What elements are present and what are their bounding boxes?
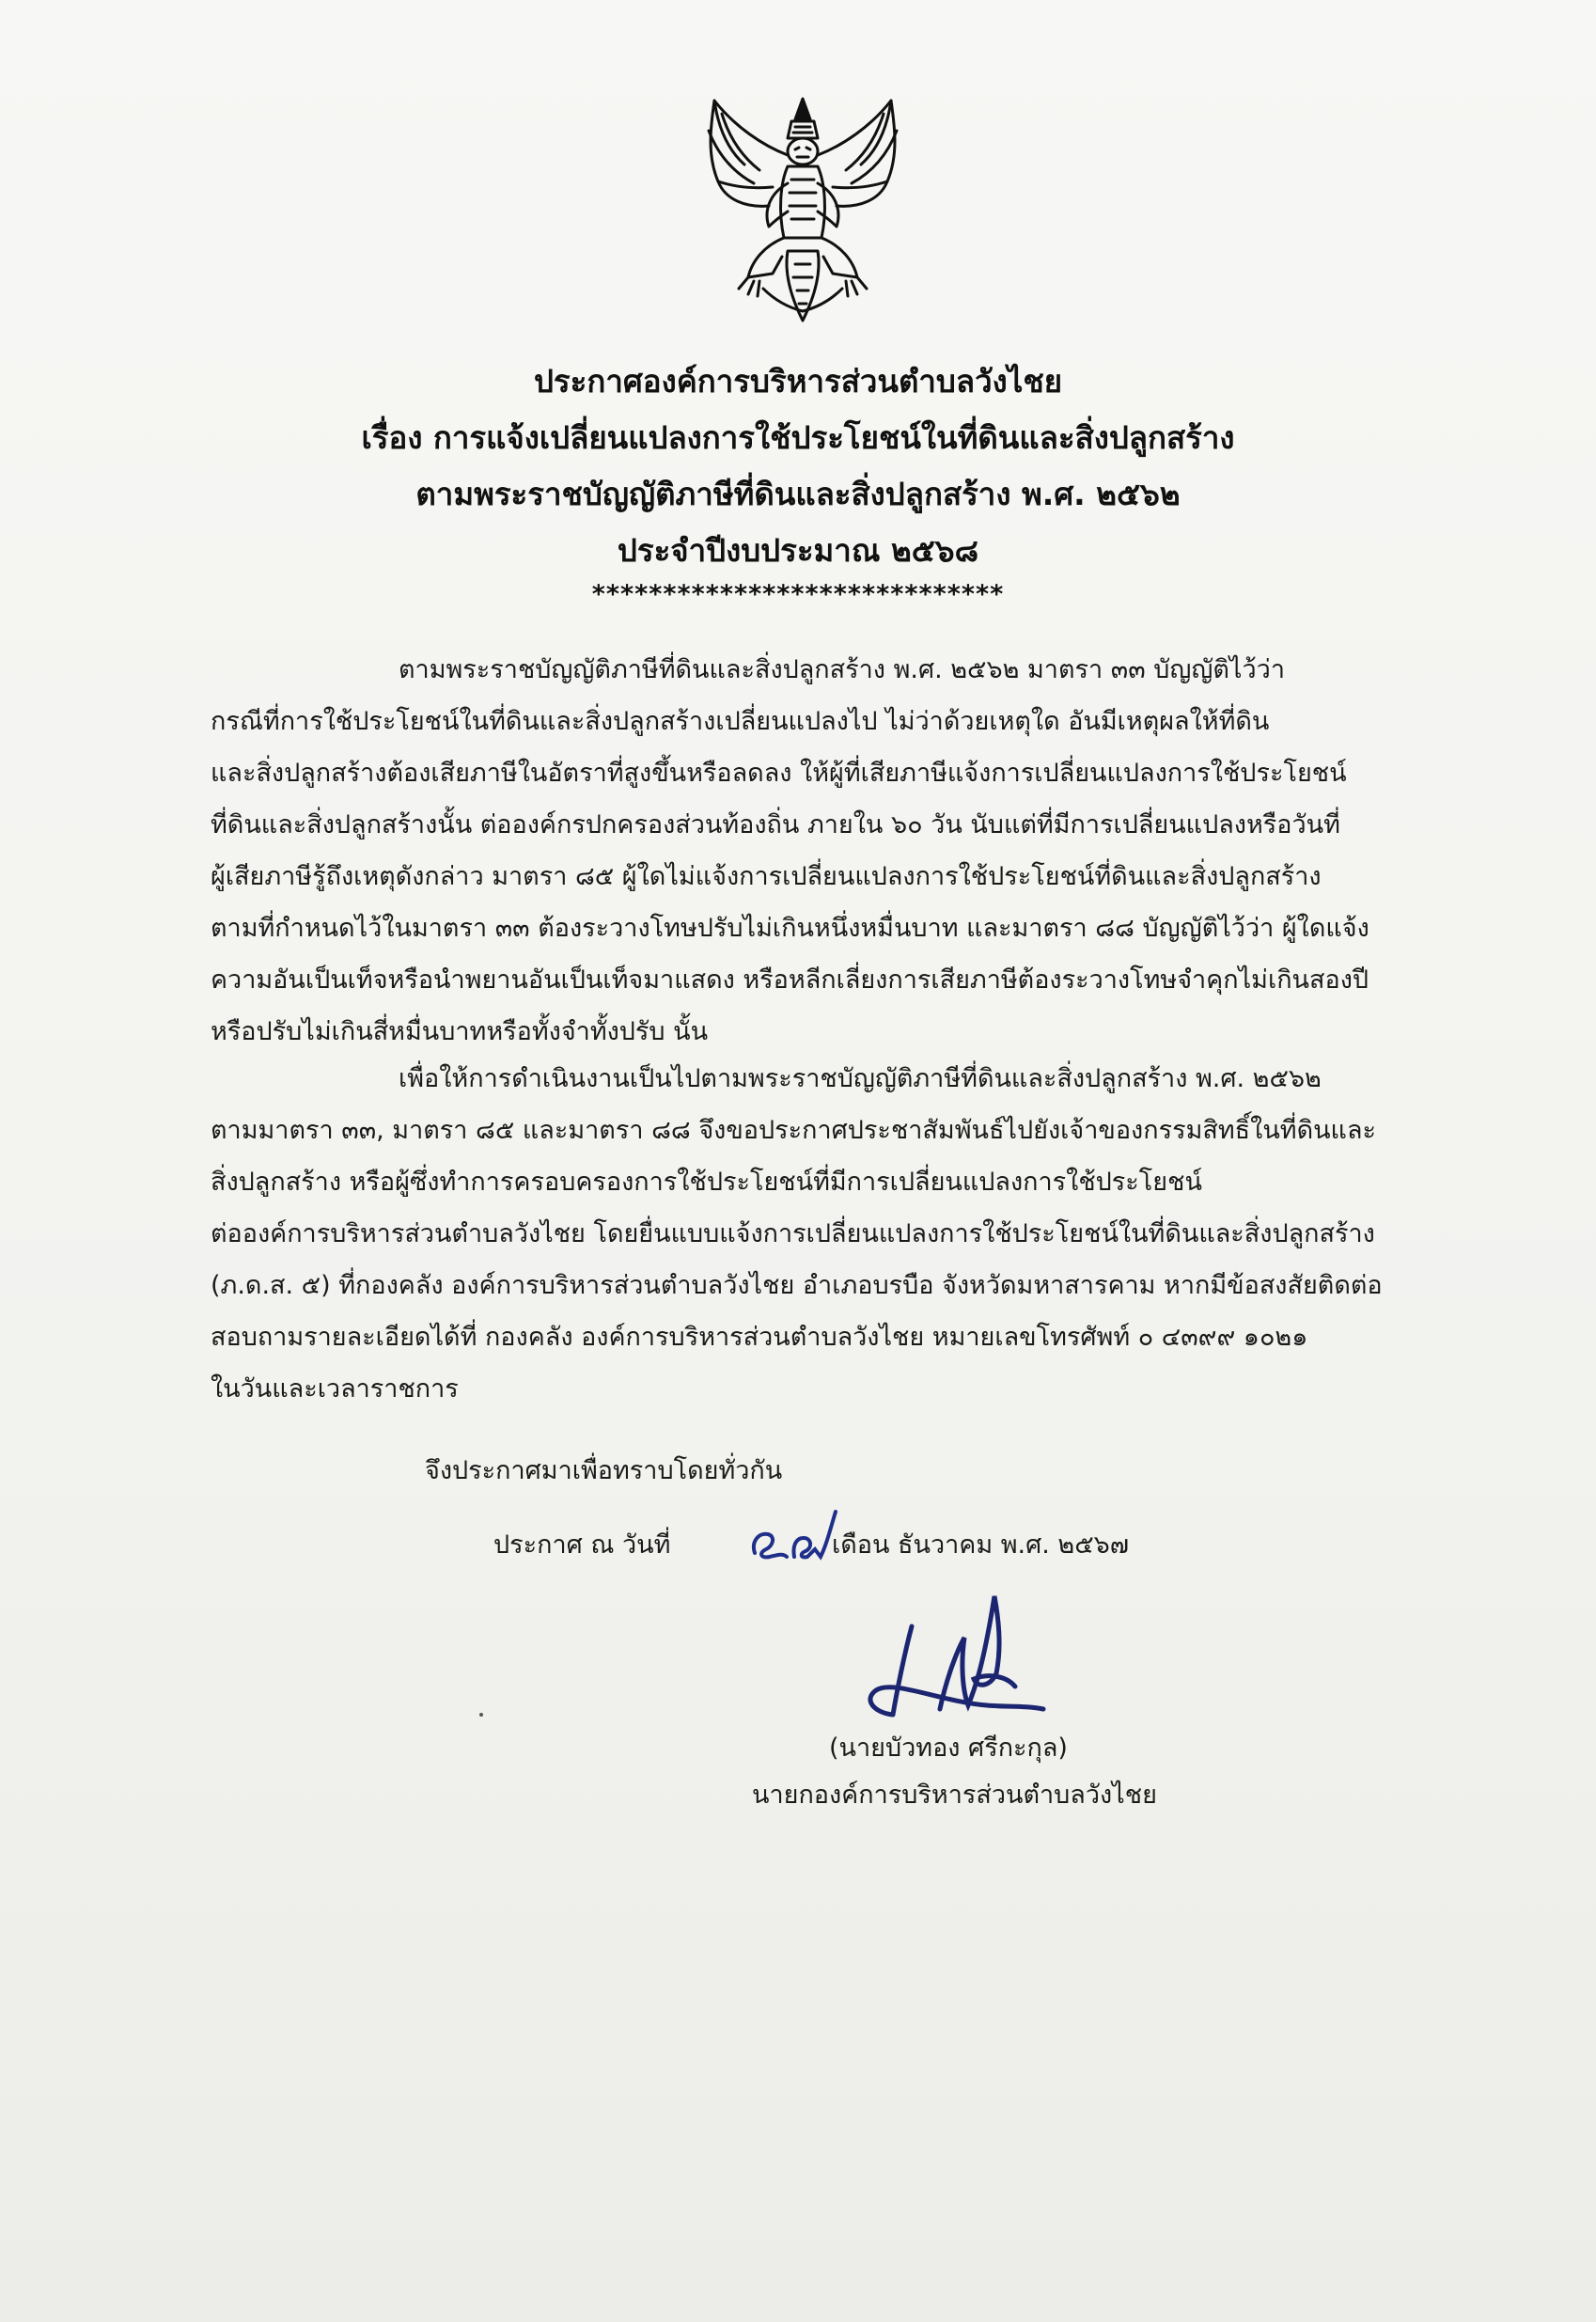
title-line-3: ตามพระราชบัญญัติภาษีที่ดินและสิ่งปลูกสร้าง พ.ศ. ๒๕๖๒ xyxy=(415,476,1181,512)
paragraph-line: ตามที่กำหนดไว้ในมาตรา ๓๓ ต้องระวางโทษปรับไม่เกินหนึ่งหมื่นบาท และมาตรา ๘๘ บัญญัติไว้ว่า ผู้ใดแจ้ง xyxy=(211,914,1369,943)
paragraph-line: และสิ่งปลูกสร้างต้องเสียภาษีในอัตราที่สูงขึ้นหรือลดลง ให้ผู้ที่เสียภาษีแจ้งการเปลี่ยนแปลงการใช้ประโยชน์ xyxy=(211,759,1347,788)
paper-speck xyxy=(479,1713,483,1717)
paragraph-line: สอบถามรายละเอียดได้ที่ กองคลัง องค์การบริหารส่วนตำบลวังไชย หมายเลขโทรศัพท์ ๐ ๔๓๙๙ ๑๐๒๑ xyxy=(211,1323,1308,1352)
signer-name: (นายบัวทอง ศรีกะกุล) xyxy=(829,1734,1068,1763)
paragraph-line: ผู้เสียภาษีรู้ถึงเหตุดังกล่าว มาตรา ๘๕ ผู้ใดไม่แจ้งการเปลี่ยนแปลงการใช้ประโยชน์ที่ดินและสิ่งปลูกสร้าง xyxy=(211,862,1322,891)
paragraph-line: ตามพระราชบัญญัติภาษีที่ดินและสิ่งปลูกสร้าง พ.ศ. ๒๕๖๒ มาตรา ๓๓ บัญญัติไว้ว่า xyxy=(399,655,1285,684)
paragraph-line: ที่ดินและสิ่งปลูกสร้างนั้น ต่อองค์กรปกครองส่วนท้องถิ่น ภายใน ๖๐ วัน นับแต่ที่มีการเปลี่ยนแปลงหรือวันที่ xyxy=(211,810,1340,839)
paragraph-2 xyxy=(211,1053,1481,1415)
closing-statement: จึงประกาศมาเพื่อทราบโดยทั่วกัน xyxy=(425,1456,783,1485)
announcement-title xyxy=(0,353,1596,611)
signature-mark xyxy=(855,1589,1072,1730)
garuda-emblem-icon xyxy=(697,89,909,334)
title-line-2: เรื่อง การแจ้งเปลี่ยนแปลงการใช้ประโยชน์ในที่ดินและสิ่งปลูกสร้าง xyxy=(361,419,1235,456)
handwritten-day xyxy=(745,1504,839,1570)
announcement-date xyxy=(493,1519,1130,1571)
paragraph-line: สิ่งปลูกสร้าง หรือผู้ซึ่งทำการครอบครองการใช้ประโยชน์ที่มีการเปลี่ยนแปลงการใช้ประโยชน์ xyxy=(211,1168,1202,1197)
signer-title: นายกองค์การบริหารส่วนตำบลวังไชย xyxy=(752,1781,1157,1810)
paragraph-line: ตามมาตรา ๓๓, มาตรา ๘๕ และมาตรา ๘๘ จึงขอประกาศประชาสัมพันธ์ไปยังเจ้าของกรรมสิทธิ์ในที่ดินและ xyxy=(211,1116,1377,1145)
paragraph-line: ความอันเป็นเท็จหรือนำพยานอันเป็นเท็จมาแสดง หรือหลีกเลี่ยงการเสียภาษีต้องระวางโทษจำคุกไม่เกินสองปี xyxy=(211,965,1369,995)
paragraph-line: (ภ.ด.ส. ๕) ที่กองคลัง องค์การบริหารส่วนตำบลวังไชย อำเภอบรบือ จังหวัดมหาสารคาม หากมีข้อสงสัยติดต่อ xyxy=(211,1271,1383,1300)
date-suffix: เดือน ธันวาคม พ.ศ. ๒๕๖๗ xyxy=(832,1530,1130,1560)
paragraph-line: ต่อองค์การบริหารส่วนตำบลวังไชย โดยยื่นแบบแจ้งการเปลี่ยนแปลงการใช้ประโยชน์ในที่ดินและสิ่งปลูกสร้าง xyxy=(211,1219,1375,1248)
paragraph-1 xyxy=(211,644,1481,1058)
paragraph-line: กรณีที่การใช้ประโยชน์ในที่ดินและสิ่งปลูกสร้างเปลี่ยนแปลงไป ไม่ว่าด้วยเหตุใด อันมีเหตุผลให้ที่ดิน xyxy=(211,707,1270,736)
paragraph-line: หรือปรับไม่เกินสี่หมื่นบาทหรือทั้งจำทั้งปรับ นั้น xyxy=(211,1017,709,1046)
paragraph-line: ในวันและเวลาราชการ xyxy=(211,1374,459,1404)
paragraph-line: เพื่อให้การดำเนินงานเป็นไปตามพระราชบัญญัติภาษีที่ดินและสิ่งปลูกสร้าง พ.ศ. ๒๕๖๒ xyxy=(399,1064,1322,1093)
title-line-1: ประกาศองค์การบริหารส่วนตำบลวังไชย xyxy=(533,363,1063,400)
date-prefix: ประกาศ ณ วันที่ xyxy=(493,1530,671,1560)
title-line-4: ประจำปีงบประมาณ ๒๕๖๘ xyxy=(617,532,979,569)
separator-stars: ***************************** xyxy=(591,580,1005,609)
